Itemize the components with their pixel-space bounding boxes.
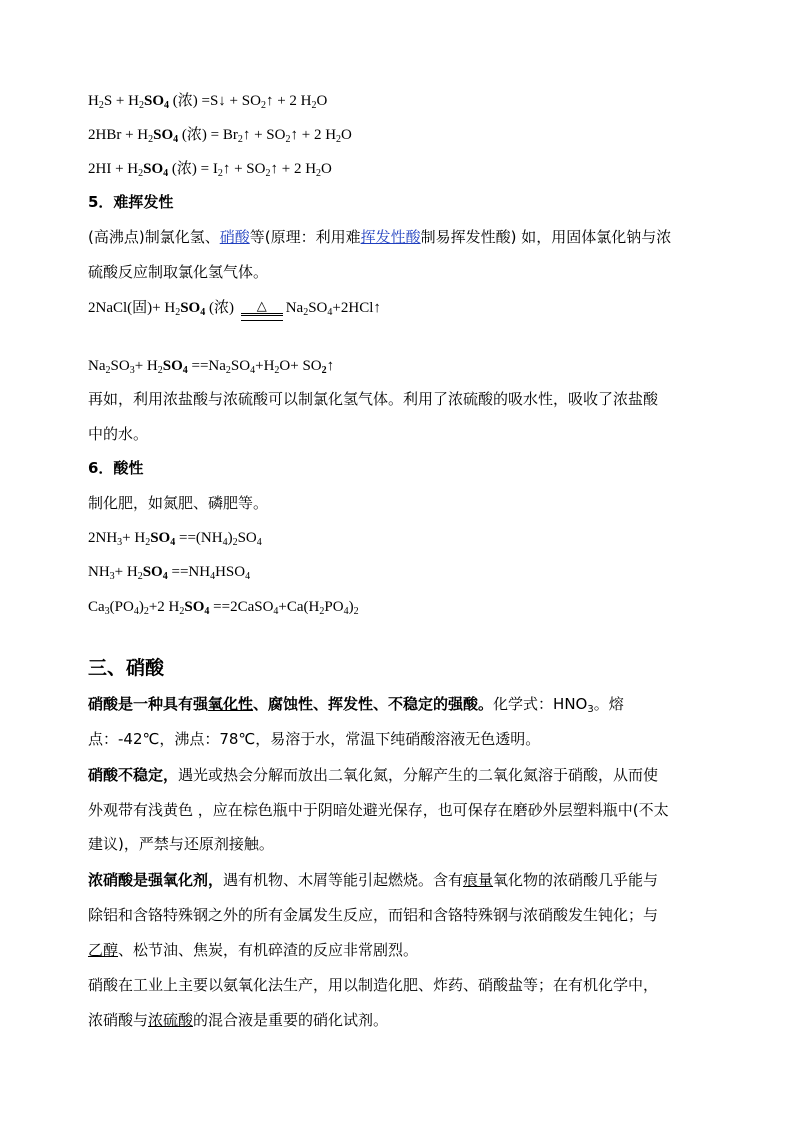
- paragraph-oxidizer-3: 乙醇、松节油、焦炭，有机碎渣的反应非常剧烈。: [88, 941, 419, 959]
- equation-nacl: 2NaCl(固)+ $H_2SO_4$ (浓) △ $Na_2SO_4+2HCl↑$: [88, 298, 381, 318]
- paragraph-industry-2: 浓硝酸与浓硫酸的混合液是重要的硝化试剂。: [88, 1011, 389, 1029]
- heating-condition: [241, 298, 283, 318]
- heading-nonvolatile: 5．难挥发性: [88, 193, 174, 211]
- paragraph-hcl-1: 再如，利用浓盐酸与浓硫酸可以制氯化氢气体。利用了浓硫酸的吸水性，吸收了浓盐酸: [88, 390, 659, 408]
- section-title-nitric-acid: 三、硝酸: [88, 657, 165, 679]
- paragraph-oxidizer-1: 浓硝酸是强氧化剂，遇有机物、木屑等能引起燃烧。含有痕量氧化物的浓硝酸几乎能与: [88, 871, 659, 889]
- paragraph-nonvolatile-2: 硫酸反应制取氯化氢气体。: [88, 263, 269, 281]
- paragraph-nonvolatile-1: (高沸点)制氯化氢、硝酸等(原理：利用难挥发性酸制易挥发性酸) 如，用固体氯化钠与浓: [88, 228, 672, 246]
- equation-hi: $2HI + H_2SO_4$ (浓) = $I_2↑$ + $SO_2↑ + 2$ $H_2O$: [88, 161, 332, 179]
- equation-h2s: $H_2S + H_2SO_4$ (浓) =S↓ + $SO_2↑ + 2$ $H_2O$: [88, 93, 328, 111]
- equation-hbr: $2HBr + H_2SO_4$ (浓) = $Br_2↑$ + $SO_2↑ + 2$ $H_2O$: [88, 127, 352, 145]
- paragraph-fertilizer: 制化肥，如氮肥、磷肥等。: [88, 494, 269, 512]
- equation-calcium-phosphate: $Ca_3(PO_4)_2+2$ $H_2SO_4$ $==2CaSO_4+Ca(H_2PO_4)_2$: [88, 599, 359, 617]
- link-volatile-acid[interactable]: 挥发性酸: [360, 228, 421, 246]
- paragraph-unstable-3: 建议)，严禁与还原剂接触。: [88, 835, 274, 853]
- paragraph-unstable-2: 外观带有浅黄色 ，应在棕色瓶中于阴暗处避光保存，也可保存在磨砂外层塑料瓶中(不太: [88, 801, 669, 819]
- equation-nh3-2: $NH_3+ H_2SO_4 ==NH_4HSO_4$: [88, 564, 251, 582]
- link-nitric-acid[interactable]: 硝酸: [219, 228, 250, 246]
- paragraph-oxidizer-2: 除铝和含铬特殊钢之外的所有金属发生反应，而铝和含铬特殊钢与浓硝酸发生钝化；与: [88, 906, 659, 924]
- paragraph-industry-1: 硝酸在工业上主要以氨氧化法生产，用以制造化肥、炸药、硝酸盐等；在有机化学中，: [88, 976, 659, 994]
- equation-na2so3: $Na_2SO_3+ H_2SO_4 ==Na_2SO_4+H_2O+$ $SO_2↑$: [88, 358, 335, 376]
- triangle-heat-icon: △: [256, 298, 267, 313]
- heading-acidity: 6．酸性: [88, 459, 144, 477]
- equals-bars: [241, 313, 283, 321]
- paragraph-nitric-def-1: 硝酸是一种具有强氧化性、腐蚀性、挥发性、不稳定的强酸。化学式：$HNO_3$。熔: [88, 695, 624, 715]
- equation-nh3-1: $2NH_3+ H_2SO_4 ==(NH_4)_2SO_4$: [88, 530, 262, 548]
- paragraph-unstable-1: 硝酸不稳定，遇光或热会分解而放出二氧化氮，分解产生的二氧化氮溶于硝酸，从而使: [88, 766, 659, 784]
- paragraph-hcl-2: 中的水。: [88, 425, 149, 443]
- paragraph-nitric-def-2: 点：-42℃，沸点：78℃，易溶于水，常温下纯硝酸溶液无色透明。: [88, 730, 541, 748]
